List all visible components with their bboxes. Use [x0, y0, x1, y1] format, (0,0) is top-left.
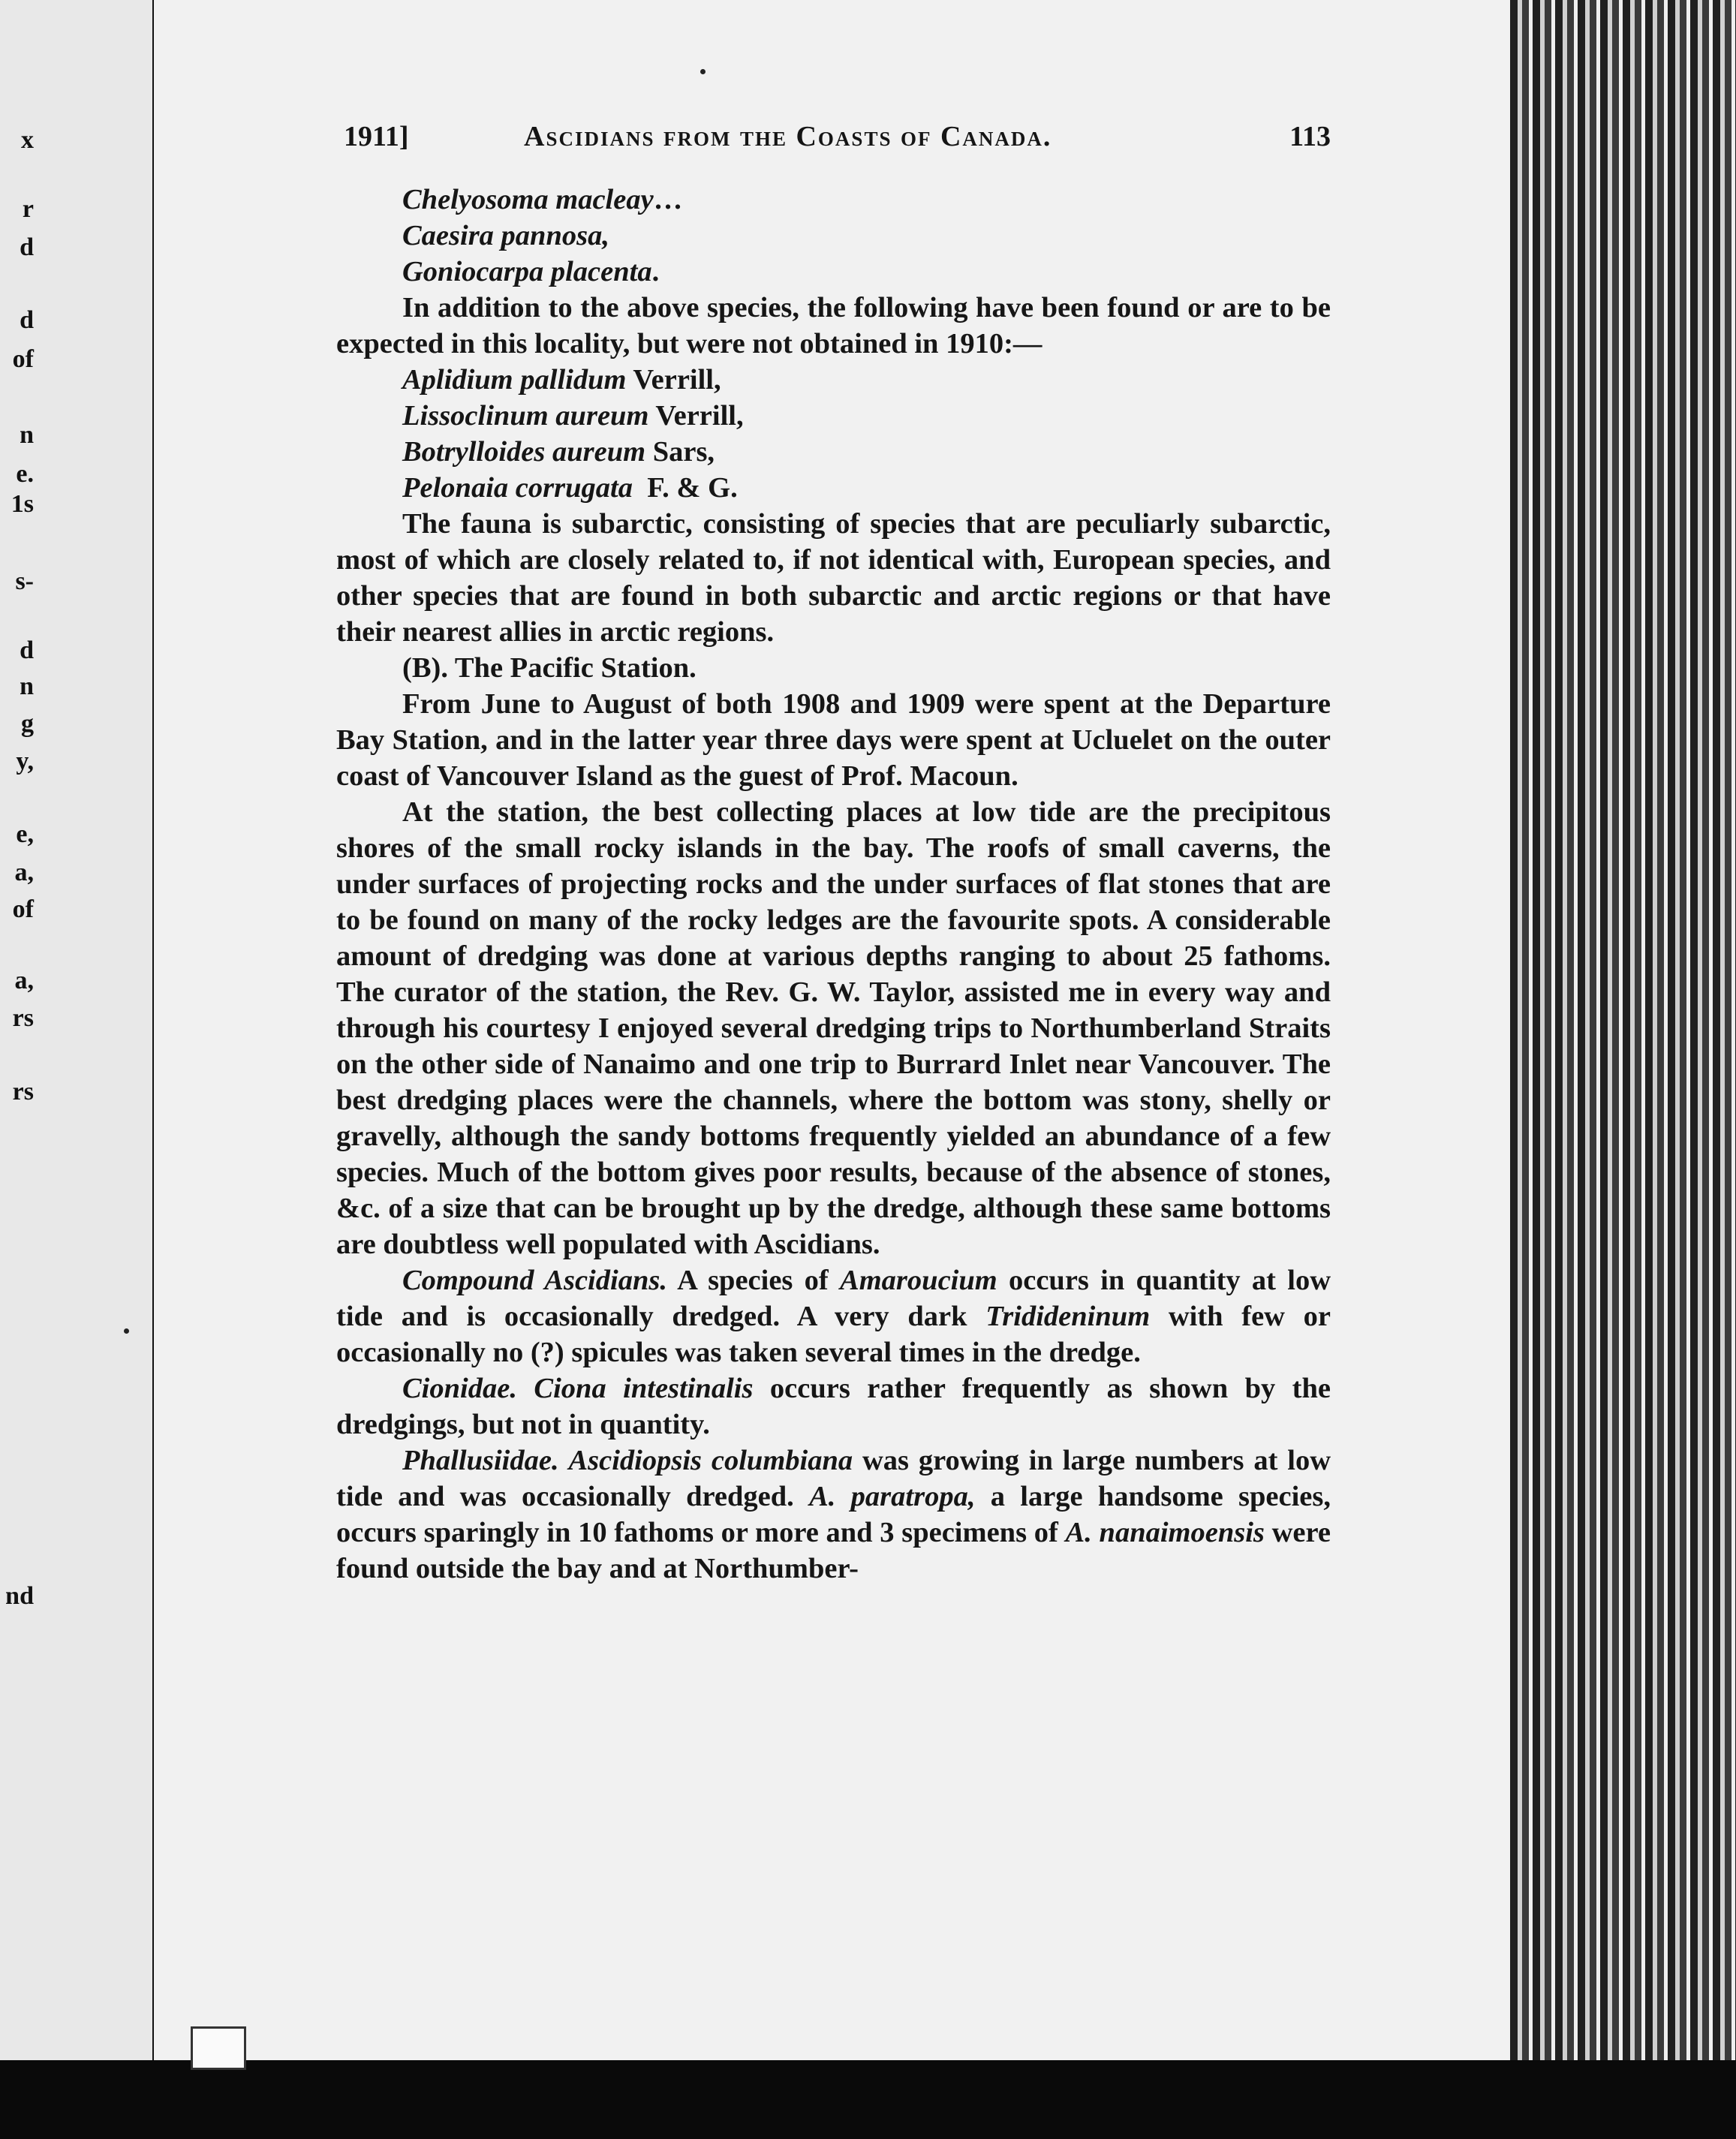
margin-fragment: r	[22, 195, 34, 223]
body-text	[336, 182, 1331, 1587]
species-entry: Botrylloides aureum Sars,	[402, 436, 715, 468]
paragraph-compound-ascidians: Compound Ascidians. A species of Amaroucium occurs in quantity at low tide and is occasionally dredged. A very dark Tridideninum with few or occasionally no (?) spicules was taken several times in the dredge.	[336, 1265, 1331, 1368]
margin-fragment: 1s	[11, 490, 34, 518]
paragraph-cionidae: Cionidae. Ciona intestinalis occurs rather frequently as shown by the dredgings, but not in quantity.	[336, 1373, 1331, 1440]
margin-fragment: d	[20, 636, 34, 664]
margin-fragment: n	[20, 672, 34, 700]
margin-fragment: rs	[12, 1078, 34, 1106]
margin-fragment: nd	[5, 1582, 34, 1610]
header-title: Ascidians from the Coasts of Canada.	[524, 121, 1052, 152]
paragraph-addition: In addition to the above species, the following have been found or are to be expected in this locality, but were not obtained in 1910:—	[336, 292, 1331, 360]
header-year: 1911]	[344, 121, 409, 152]
species-entry: Goniocarpa placenta.	[402, 256, 660, 287]
margin-fragment: of	[12, 895, 34, 923]
margin-fragment: rs	[12, 1004, 34, 1032]
margin-fragment: x	[21, 126, 34, 154]
paragraph-fauna: The fauna is subarctic, consisting of species that are peculiarly subarctic, most of which are closely related to, if not identical with, European species, and other species that are found in both subarctic and arctic regions or that have their nearest allies in arctic regions.	[336, 508, 1331, 648]
speck	[700, 69, 706, 74]
paragraph-phallusiidae: Phallusiidae. Ascidiopsis columbiana was growing in large numbers at low tide and was occasionally dredged. A. paratropa, a large handsome species, occurs sparingly in 10 fathoms or more and 3 specimens of A. nanaimoensis were found outside the bay and at Northumber-	[336, 1445, 1331, 1584]
margin-fragment: g	[21, 710, 34, 738]
section-heading: (B). The Pacific Station.	[402, 652, 697, 684]
species-entry: Chelyosoma macleay…	[402, 184, 683, 215]
species-entry: Aplidium pallidum Verrill,	[402, 364, 721, 396]
paragraph-june: From June to August of both 1908 and 1909 were spent at the Departure Bay Station, and in the latter year three days were spent at Ucluelet on the outer coast of Vancouver Island as the guest of Prof. Macoun.	[336, 688, 1331, 792]
left-page-margin-text	[0, 0, 150, 1651]
margin-fragment: a,	[14, 967, 34, 994]
margin-fragment: y,	[16, 748, 34, 775]
species-entry: Pelonaia corrugata F. & G.	[402, 472, 738, 504]
margin-fragment: e.	[16, 460, 34, 488]
page-stack-edge	[1510, 0, 1736, 2060]
paragraph-station: At the station, the best collecting places at low tide are the precipitous shores of the small rocky islands in the bay. The roofs of small caverns, the under surfaces of projecting rocks and the under surfaces of flat stones that are to be found on many of the rocky ledges are the favourite spots. A considerable amount of dredging was done at various depths ranging to about 25 fathoms. The curator of the station, the Rev. G. W. Taylor, assisted me in every way and through his courtesy I enjoyed several dredging trips to Northumberland Straits on the other side of Nanaimo and one trip to Burrard Inlet near Vancouver. The best dredging places were the channels, where the bottom was stony, shelly or gravelly, although the sandy bottoms frequently yielded an abundance of a few species. Much of the bottom gives poor results, because of the absence of stones, &c. of a size that can be brought up by the dredge, although these same bottoms are doubtless well populated with Ascidians.	[336, 796, 1331, 1260]
scan-bottom-border	[0, 2060, 1736, 2139]
margin-fragment: n	[20, 421, 34, 449]
species-entry: Caesira pannosa,	[402, 220, 609, 251]
margin-fragment: d	[20, 233, 34, 261]
scan-corner-tab	[191, 2026, 246, 2070]
margin-fragment: d	[20, 306, 34, 334]
margin-fragment: a,	[14, 859, 34, 886]
species-entry: Lissoclinum aureum Verrill,	[402, 400, 744, 432]
margin-fragment: of	[12, 345, 34, 373]
margin-fragment: e,	[16, 820, 34, 848]
running-header	[344, 120, 1331, 156]
margin-fragment: s-	[15, 567, 34, 595]
speck	[124, 1328, 129, 1334]
page-number: 113	[1289, 121, 1331, 152]
